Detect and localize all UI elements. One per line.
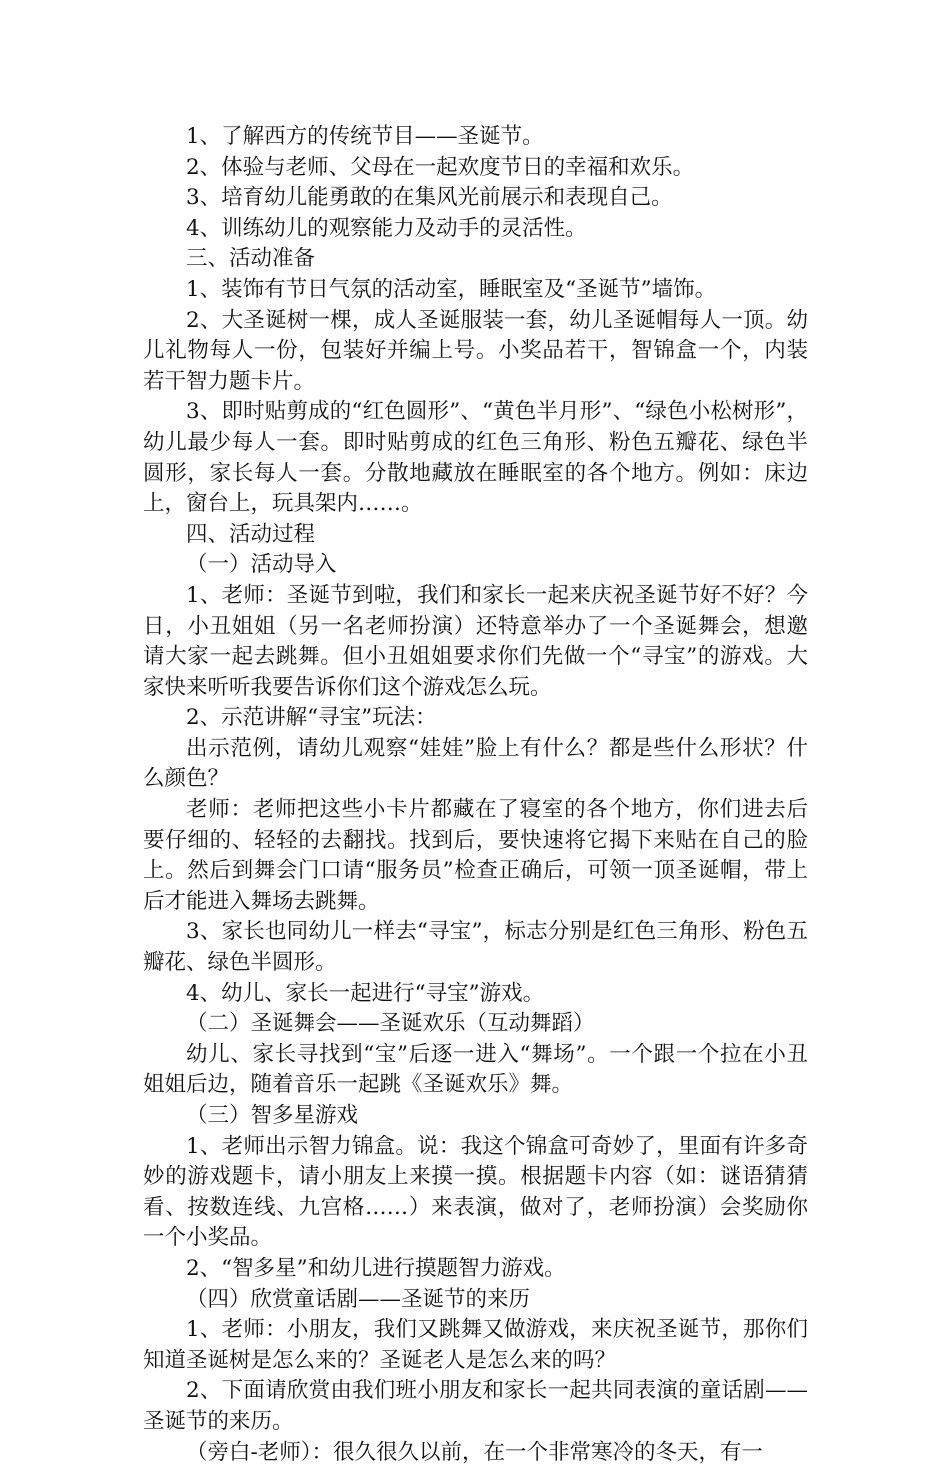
paragraph: 1、装饰有节日气氛的活动室，睡眠室及“圣诞节”墙饰。 — [186, 276, 717, 302]
subsection-heading: （二）圣诞舞会——圣诞欢乐（互动舞蹈） — [186, 1011, 595, 1037]
subsection-heading: （四）欣赏童话剧——圣诞节的来历 — [186, 1286, 531, 1312]
document-body — [143, 122, 808, 1468]
paragraph: 3、培育幼儿能勇敢的在集风光前展示和表现自己。 — [186, 185, 673, 211]
paragraph: （旁白-老师）：很久很久以前，在一个非常寒冷的冬天，有一 — [186, 1439, 764, 1465]
paragraph: 2、体验与老师、父母在一起欢度节日的幸福和欢乐。 — [186, 154, 695, 180]
paragraph: 2、示范讲解“寻宝”玩法： — [186, 705, 437, 731]
section-heading: 四、活动过程 — [186, 521, 316, 547]
paragraph: 3、家长也同幼儿一样去“寻宝”，标志分别是红色三角形、粉色五瓣花、绿色半圆形。 — [143, 919, 808, 976]
section-heading: 三、活动准备 — [186, 246, 316, 272]
paragraph: 3、即时贴剪成的“红色圆形”、“黄色半月形”、“绿色小松树形”，幼儿最少每人一套。即时贴剪成的红色三角形、粉色五瓣花、绿色半圆形，家长每人一套。分散地藏放在睡眠室的各个地方。例如：床边上，窗台上，玩具架内……。 — [143, 399, 808, 517]
paragraph: 2、“智多星”和幼儿进行摸题智力游戏。 — [186, 1255, 566, 1281]
subsection-heading: （一）活动导入 — [186, 552, 337, 578]
paragraph: 老师：老师把这些小卡片都藏在了寝室的各个地方，你们进去后要仔细的、轻轻的去翻找。找到后，要快速将它揭下来贴在自己的脸上。然后到舞会门口请“服务员”检查正确后，可领一顶圣诞帽，带上后才能进入舞场去跳舞。 — [143, 797, 808, 914]
paragraph: 4、幼儿、家长一起进行“寻宝”游戏。 — [186, 980, 545, 1006]
paragraph: 2、大圣诞树一棵，成人圣诞服装一套，幼儿圣诞帽每人一顶。幼儿礼物每人一份，包装好并编上号。小奖品若干，智锦盒一个，内装若干智力题卡片。 — [143, 307, 808, 394]
paragraph: 1、了解西方的传统节目——圣诞节。 — [186, 124, 544, 149]
paragraph: 出示范例，请幼儿观察“娃娃”脸上有什么？都是些什么形状？什么颜色？ — [143, 735, 808, 792]
paragraph: 幼儿、家长寻找到“宝”后逐一进入“舞场”。一个跟一个拉在小丑姐姐后边，随着音乐一起跳《圣诞欢乐》舞。 — [143, 1041, 808, 1098]
paragraph: 2、下面请欣赏由我们班小朋友和家长一起共同表演的童话剧——圣诞节的来历。 — [143, 1378, 808, 1434]
paragraph: 1、老师：小朋友，我们又跳舞又做游戏，来庆祝圣诞节，那你们知道圣诞树是怎么来的？圣诞老人是怎么来的吗？ — [143, 1317, 808, 1373]
paragraph: 1、老师出示智力锦盒。说：我这个锦盒可奇妙了，里面有许多奇妙的游戏题卡，请小朋友上来摸一摸。根据题卡内容（如：谜语猜猜看、按数连线、九宫格……）来表演，做对了，老师扮演）会奖励你一个小奖品。 — [143, 1133, 808, 1251]
paragraph: 1、老师：圣诞节到啦，我们和家长一起来庆祝圣诞节好不好？今日，小丑姐姐（另一名老师扮演）还特意举办了一个圣诞舞会，想邀请大家一起去跳舞。但小丑姐姐要求你们先做一个“寻宝”的游戏。大家快来听听我要告诉你们这个游戏怎么玩。 — [143, 582, 808, 700]
paragraph: 4、训练幼儿的观察能力及动手的灵活性。 — [186, 215, 587, 241]
subsection-heading: （三）智多星游戏 — [186, 1103, 359, 1128]
